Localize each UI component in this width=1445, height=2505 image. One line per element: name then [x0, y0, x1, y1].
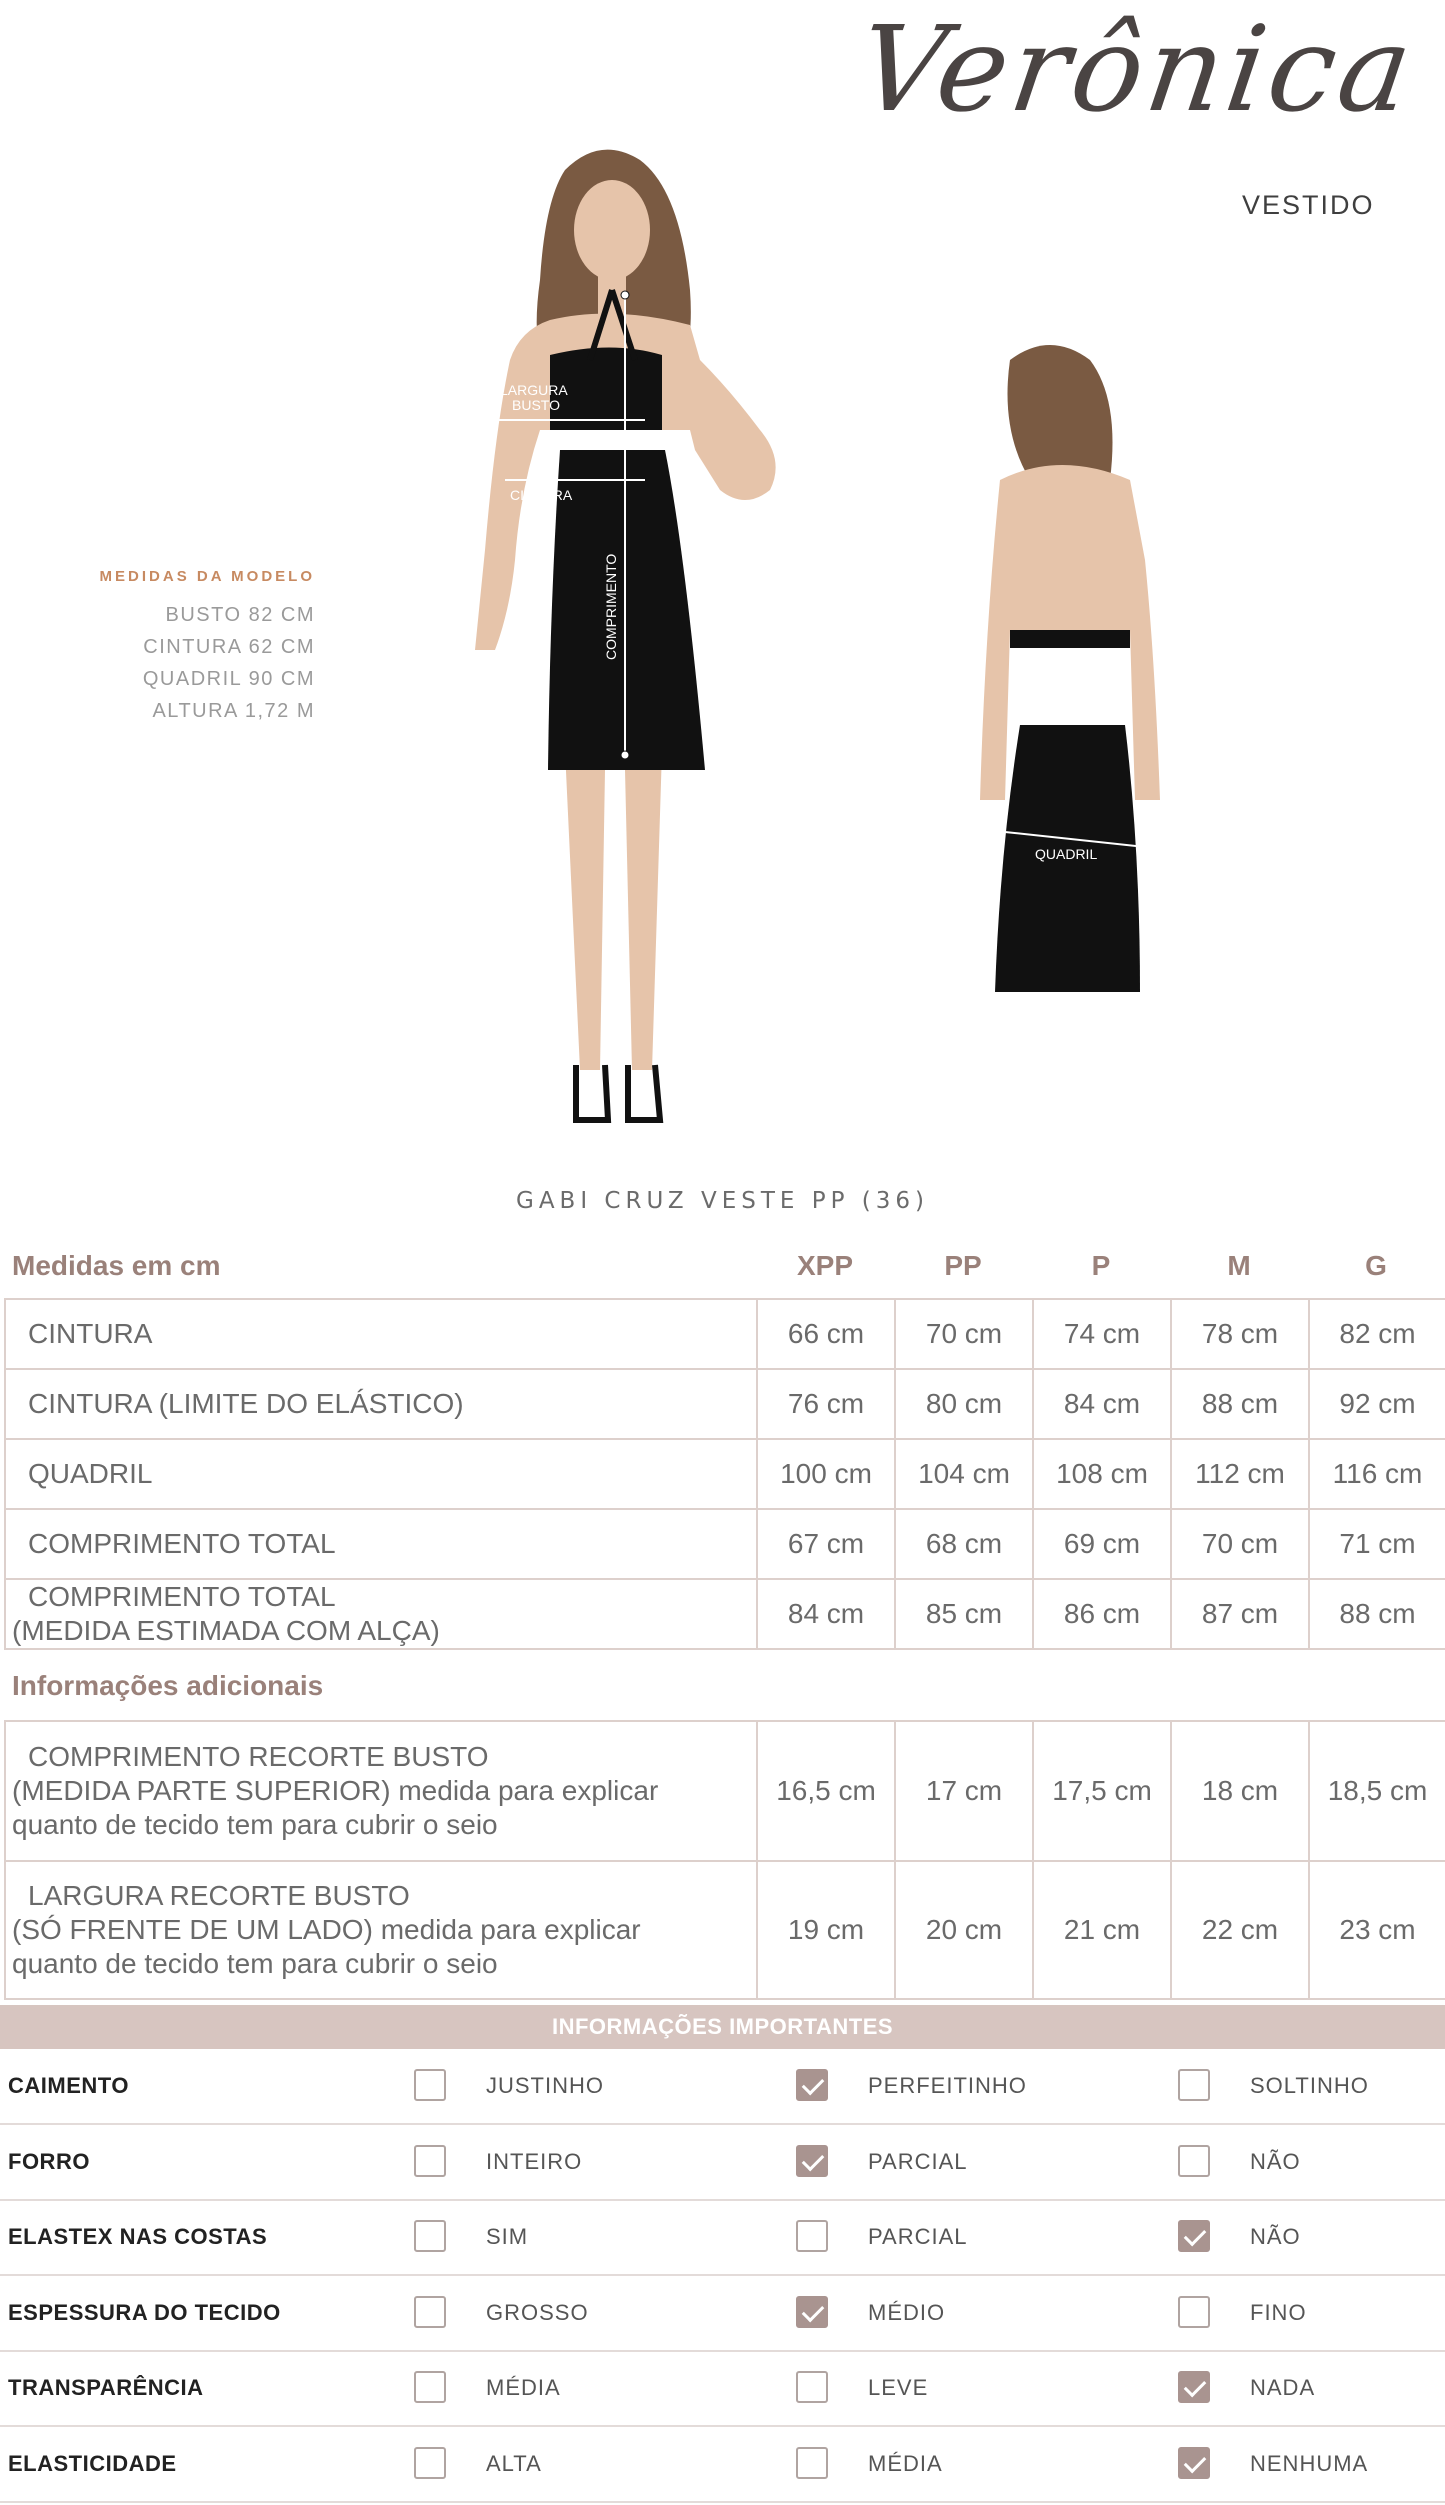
- important-heading: INFORMAÇÕES IMPORTANTES: [0, 2005, 1445, 2049]
- back-model-photo: [940, 330, 1220, 1050]
- checkbox-empty-icon: [414, 2145, 446, 2177]
- row-label: CINTURA (LIMITE DO ELÁSTICO): [5, 1369, 757, 1439]
- option-label: ALTA: [486, 2450, 542, 2476]
- cell-value: 84 cm: [1033, 1369, 1171, 1439]
- cell-value: 18,5 cm: [1309, 1721, 1445, 1861]
- row-label-sub2: quanto de tecido tem para cubrir o seio: [12, 1809, 498, 1840]
- checkbox-empty-icon: [1178, 2069, 1210, 2101]
- option-label: SIM: [486, 2224, 529, 2249]
- row-label: [5, 1579, 757, 1649]
- brand-name: Verônica: [850, 0, 1424, 138]
- info-row-label: ELASTICIDADE: [8, 2450, 177, 2476]
- option-label: NÃO: [1250, 2224, 1301, 2249]
- option-label: NÃO: [1250, 2148, 1301, 2174]
- additional-table: [4, 1720, 1445, 2000]
- cell-value: 84 cm: [757, 1579, 895, 1649]
- cell-value: 23 cm: [1309, 1861, 1445, 1999]
- cell-value: 17 cm: [895, 1721, 1033, 1861]
- table-row: [5, 1509, 1445, 1579]
- size-header-pp: PP: [944, 1250, 982, 1281]
- info-row: [0, 2427, 1445, 2503]
- info-row: [0, 2200, 1445, 2276]
- option-label: FINO: [1250, 2299, 1307, 2325]
- table-row: [5, 1579, 1445, 1649]
- row-label: QUADRIL: [5, 1439, 757, 1509]
- cell-value: 67 cm: [757, 1509, 895, 1579]
- checkbox-empty-icon: [414, 2296, 446, 2328]
- checkbox-checked-icon: [796, 2296, 828, 2328]
- row-label: [5, 1721, 757, 1861]
- info-row: [0, 2351, 1445, 2427]
- checkbox-empty-icon: [414, 2069, 446, 2101]
- cell-value: 88 cm: [1309, 1579, 1445, 1649]
- cell-value: 104 cm: [895, 1439, 1033, 1509]
- cell-value: 82 cm: [1309, 1299, 1445, 1369]
- option-label: NADA: [1250, 2375, 1316, 2400]
- option-label: NENHUMA: [1250, 2450, 1369, 2476]
- checkbox-empty-icon: [796, 2447, 828, 2479]
- size-header-p: P: [1091, 1250, 1111, 1281]
- waist-label: CINTURA: [510, 487, 573, 503]
- model-title: MEDIDAS DA MODELO: [99, 568, 315, 585]
- option-label: PARCIAL: [868, 2224, 968, 2249]
- option-label: PARCIAL: [868, 2148, 968, 2174]
- cell-value: 70 cm: [1171, 1509, 1309, 1579]
- row-label-sub2: quanto de tecido tem para cubrir o seio: [12, 1948, 498, 1979]
- cell-value: 20 cm: [895, 1861, 1033, 1999]
- cell-value: 108 cm: [1033, 1439, 1171, 1509]
- cell-value: 17,5 cm: [1033, 1721, 1171, 1861]
- table-row: [5, 1861, 1445, 1999]
- cell-value: 112 cm: [1171, 1439, 1309, 1509]
- cell-value: 66 cm: [757, 1299, 895, 1369]
- cell-value: 87 cm: [1171, 1579, 1309, 1649]
- cell-value: 69 cm: [1033, 1509, 1171, 1579]
- brand-subtitle: VESTIDO: [1242, 190, 1375, 220]
- row-label-main: COMPRIMENTO TOTAL: [28, 1581, 336, 1612]
- checkbox-empty-icon: [414, 2220, 446, 2252]
- cell-value: 86 cm: [1033, 1579, 1171, 1649]
- checkbox-checked-icon: [1178, 2220, 1210, 2252]
- hip-label: QUADRIL: [1035, 846, 1098, 862]
- cell-value: 22 cm: [1171, 1861, 1309, 1999]
- model-measurements: [60, 568, 315, 727]
- cell-value: 74 cm: [1033, 1299, 1171, 1369]
- measurements-heading: Medidas em cm: [12, 1250, 221, 1281]
- info-row-label: TRANSPARÊNCIA: [8, 2375, 204, 2400]
- checkbox-checked-icon: [796, 2069, 828, 2101]
- size-header-xpp: XPP: [796, 1250, 854, 1281]
- cell-value: 92 cm: [1309, 1369, 1445, 1439]
- checkbox-empty-icon: [414, 2447, 446, 2479]
- front-model-photo: [400, 130, 820, 1190]
- model-waist: CINTURA 62 CM: [143, 636, 315, 658]
- option-label: SOLTINHO: [1250, 2073, 1369, 2098]
- row-label-sub: (MEDIDA ESTIMADA COM ALÇA): [12, 1615, 440, 1646]
- option-label: PERFEITINHO: [868, 2073, 1027, 2098]
- cell-value: 18 cm: [1171, 1721, 1309, 1861]
- measurements-table: [4, 1298, 1445, 1650]
- option-label: GROSSO: [486, 2299, 589, 2325]
- checkbox-empty-icon: [1178, 2145, 1210, 2177]
- cell-value: 70 cm: [895, 1299, 1033, 1369]
- row-label-sub: (SÓ FRENTE DE UM LADO) medida para explicar: [12, 1914, 641, 1945]
- size-header-m: M: [1227, 1250, 1251, 1281]
- checkbox-checked-icon: [1178, 2447, 1210, 2479]
- cell-value: 116 cm: [1309, 1439, 1445, 1509]
- model-height: ALTURA 1,72 M: [152, 700, 315, 722]
- bust-width-label-2: BUSTO: [512, 397, 560, 413]
- model-caption: GABI CRUZ VESTE PP (36): [516, 1188, 929, 1214]
- brand-logo: [850, 0, 1424, 220]
- length-label: COMPRIMENTO: [603, 553, 619, 660]
- cell-value: 88 cm: [1171, 1369, 1309, 1439]
- size-header-g: G: [1365, 1250, 1387, 1281]
- row-label-main: LARGURA RECORTE BUSTO: [28, 1880, 410, 1911]
- row-label: COMPRIMENTO TOTAL: [5, 1509, 757, 1579]
- cell-value: 80 cm: [895, 1369, 1033, 1439]
- checkbox-empty-icon: [1178, 2296, 1210, 2328]
- cell-value: 21 cm: [1033, 1861, 1171, 1999]
- table-row: [5, 1721, 1445, 1861]
- info-row-label: ELASTEX NAS COSTAS: [8, 2224, 268, 2249]
- cell-value: 16,5 cm: [757, 1721, 895, 1861]
- option-label: JUSTINHO: [486, 2073, 604, 2098]
- additional-heading: Informações adicionais: [12, 1670, 324, 1701]
- table-row: [5, 1299, 1445, 1369]
- row-label-sub: (MEDIDA PARTE SUPERIOR) medida para explicar: [12, 1775, 659, 1806]
- checkbox-empty-icon: [796, 2220, 828, 2252]
- model-hip: QUADRIL 90 CM: [142, 668, 315, 690]
- cell-value: 19 cm: [757, 1861, 895, 1999]
- checkbox-checked-icon: [796, 2145, 828, 2177]
- info-row-label: CAIMENTO: [8, 2073, 129, 2098]
- option-label: LEVE: [868, 2375, 929, 2400]
- bust-width-label: LARGURA: [500, 382, 568, 398]
- model-bust: BUSTO 82 CM: [165, 604, 315, 626]
- info-row-label: ESPESSURA DO TECIDO: [8, 2299, 281, 2325]
- checkbox-empty-icon: [796, 2371, 828, 2403]
- row-label: CINTURA: [5, 1299, 757, 1369]
- info-row: [0, 2049, 1445, 2125]
- option-label: INTEIRO: [486, 2148, 583, 2174]
- table-row: [5, 1439, 1445, 1509]
- option-label: MÉDIA: [486, 2375, 561, 2400]
- option-label: MÉDIA: [868, 2450, 943, 2476]
- cell-value: 85 cm: [895, 1579, 1033, 1649]
- info-row-label: FORRO: [8, 2148, 90, 2174]
- cell-value: 100 cm: [757, 1439, 895, 1509]
- info-row: [0, 2276, 1445, 2352]
- cell-value: 76 cm: [757, 1369, 895, 1439]
- row-label-main: COMPRIMENTO RECORTE BUSTO: [28, 1741, 489, 1772]
- table-row: [5, 1369, 1445, 1439]
- checkbox-empty-icon: [414, 2371, 446, 2403]
- checkbox-checked-icon: [1178, 2371, 1210, 2403]
- info-row: [0, 2125, 1445, 2201]
- cell-value: 68 cm: [895, 1509, 1033, 1579]
- cell-value: 71 cm: [1309, 1509, 1445, 1579]
- option-label: MÉDIO: [868, 2299, 946, 2325]
- cell-value: 78 cm: [1171, 1299, 1309, 1369]
- row-label: [5, 1861, 757, 1999]
